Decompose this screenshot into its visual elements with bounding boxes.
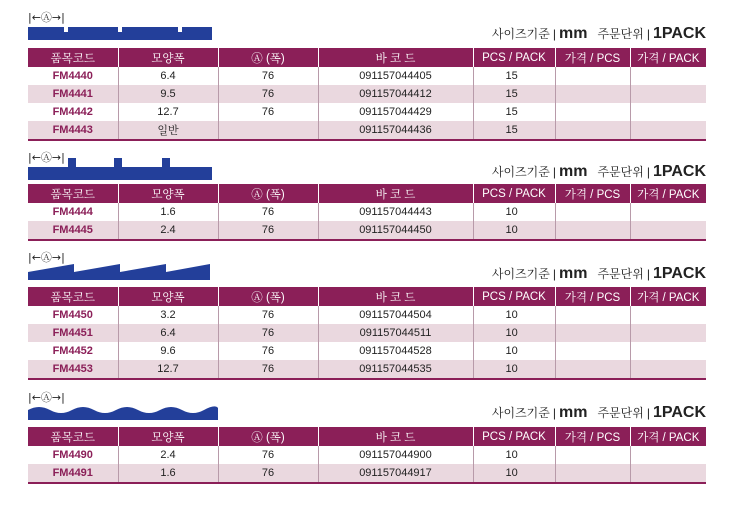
product-table-4 (28, 427, 706, 484)
product-table-1 (28, 48, 706, 141)
table-row: FM4442 12.7 76 091157044429 15 (28, 103, 706, 121)
table-header: 품목코드 모양폭 Ⓐ (폭) 바 코 드 PCS / PACK 가격 / PCS 가격 / PACK (28, 184, 706, 203)
profile-label: |←Ⓐ→| (28, 11, 65, 24)
table-row: FM4443 일반 091157044436 15 (28, 121, 706, 140)
table-row: FM4451 6.4 76 091157044511 10 (28, 324, 706, 342)
table-row: FM4440 6.4 76 091157044405 15 (28, 67, 706, 85)
product-table-2 (28, 184, 706, 241)
size-info: 사이즈기준 | mm 주문단위 | 1PACK (491, 163, 706, 180)
table-row: FM4450 3.2 76 091157044504 10 (28, 306, 706, 324)
size-info: 사이즈기준 | mm 주문단위 | 1PACK (491, 25, 706, 42)
size-info: 사이즈기준 | mm 주문단위 | 1PACK (491, 265, 706, 282)
notched-strip-icon (28, 10, 218, 40)
table-row: FM4445 2.4 76 091157044450 10 (28, 221, 706, 240)
wavy-strip-icon (28, 390, 218, 420)
table-header: 품목코드 모양폭 Ⓐ (폭) 바 코 드 PCS / PACK 가격 / PCS 가격 / PACK (28, 427, 706, 446)
product-table-3 (28, 287, 706, 380)
table-row: FM4490 2.4 76 091157044900 10 (28, 446, 706, 464)
table-row: FM4441 9.5 76 091157044412 15 (28, 85, 706, 103)
profile-label: |←Ⓐ→| (28, 391, 65, 404)
table-row: FM4453 12.7 76 091157044535 10 (28, 360, 706, 379)
table-header: 품목코드 모양폭 Ⓐ (폭) 바 코 드 PCS / PACK 가격 / PCS 가격 / PACK (28, 287, 706, 306)
profile-label: |←Ⓐ→| (28, 151, 65, 164)
table-header: 품목코드 모양폭 Ⓐ (폭) 바 코 드 PCS / PACK 가격 / PCS 가격 / PACK (28, 48, 706, 67)
table-row: FM4452 9.6 76 091157044528 10 (28, 342, 706, 360)
profile-label: |←Ⓐ→| (28, 251, 65, 264)
square-tooth-strip-icon (28, 150, 218, 180)
table-row: FM4491 1.6 76 091157044917 10 (28, 464, 706, 483)
table-row: FM4444 1.6 76 091157044443 10 (28, 203, 706, 221)
sawtooth-strip-icon (28, 250, 218, 280)
size-info: 사이즈기준 | mm 주문단위 | 1PACK (491, 404, 706, 421)
